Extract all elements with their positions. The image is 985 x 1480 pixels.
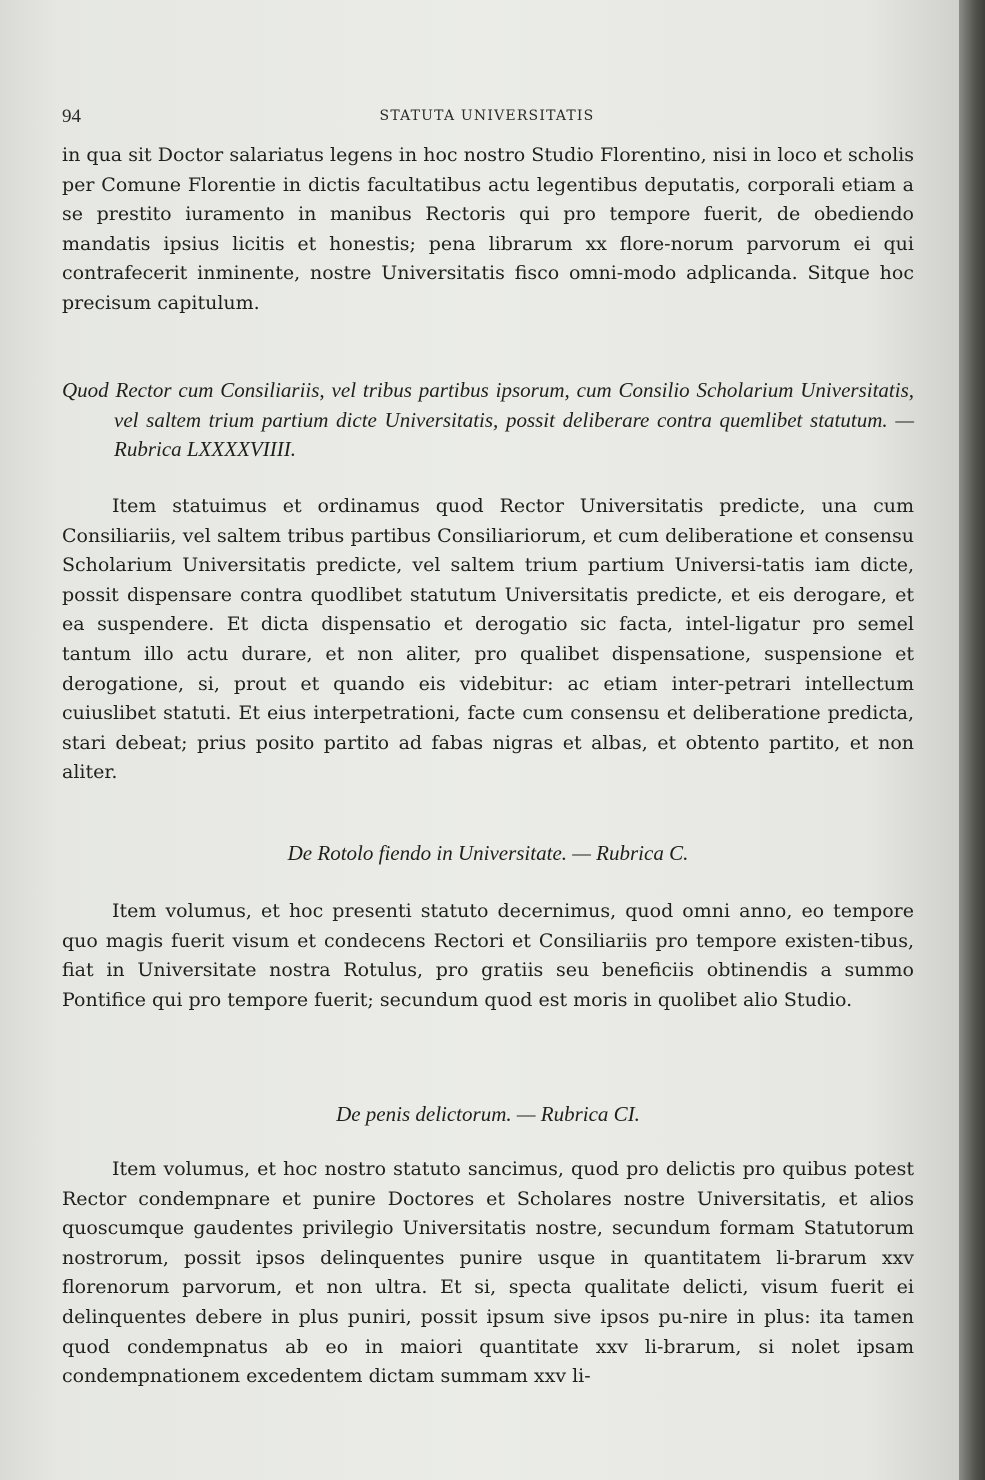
continuation-text: in qua sit Doctor salariatus legens in hoc nostro Studio Florentino, nisi in loco et scholis per Comune Florentie in dictis facultatibus actu legentibus deputatis, corporali etiam a se prestito iuramento in manibus Rectoris qui pro tempore fuerit, de obediendo mandatis ipsius licitis et honestis; pena librarum xx flore-norum parvorum ei qui contrafecerit inminente, nostre Universitatis fisco omni-modo adplicanda. Sitque hoc precisum capitulum. [62, 144, 914, 314]
rubric-89-body [62, 492, 914, 788]
page-header [62, 106, 912, 132]
rubric-101-title: De penis delictorum. — Rubrica CI. [336, 1102, 640, 1126]
rubric-101-body [62, 1155, 914, 1392]
page-number: 94 [62, 106, 81, 127]
paragraph-continuation [62, 141, 914, 319]
rubric-89-title: Quod Rector cum Consiliariis, vel tribus partibus ipsorum, cum Consilio Scholarium Universitatis, vel saltem trium partium dicte Universitatis, possit deliberare contra quemlibet statutum. — Rubrica LXXXXVIIII. [62, 378, 914, 462]
rubric-100-body [62, 897, 914, 1015]
rubric-101-text: Item volumus, et hoc nostro statuto sancimus, quod pro delictis pro quibus potest Rector condempnare et punire Doctores et Scholares nostre Universitatis, et alios quoscumque gaudentes privilegio Universitatis nostre, secundum formam Statutorum nostrorum, possit ipsos delinquentes punire usque in quantitatem li-brarum xxv florenorum parvorum, et non ultra. Et si, specta qualitate delicti, visum fuerit ei delinquentes debere in plus puniri, possit ipsum sive ipsos pu-nire in plus: ita tamen quod condempnatus ab eo in maiori quantitate xxv li-brarum, si nolet ipsam condempnationem excedentem dictam summam xxv li- [62, 1158, 914, 1388]
rubric-89-text: Item statuimus et ordinamus quod Rector Universitatis predicte, una cum Consiliariis, vel saltem tribus partibus Consiliariorum, et cum deliberatione et consensu Scholarium Universitatis predicte, vel saltem trium partium Universi-tatis iam dicte, possit dispensare contra quodlibet statutum Universitatis predicte, et eis derogare, et ea suspendere. Et dicta dispensatio et derogatio sic facta, intel-ligatur pro semel tantum illo actu durare, et non aliter, pro qualibet dispensatione, suspensione et derogatione, si, prout et quando eis videbitur: ac etiam inter-petrari intellectum cuiuslibet statuti. Et eius interpetrationi, facte cum consensu et deliberatione predicta, stari debeat; prius posito partito ad fabas nigras et albas, et obtento partito, et non aliter. [62, 495, 914, 784]
rubric-100-text: Item volumus, et hoc presenti statuto decernimus, quod omni anno, eo tempore quo magis fuerit visum et condecens Rectori et Consiliariis pro tempore existen-tibus, fiat in Universitate nostra Rotulus, pro gratiis seu beneficiis obtinendis a summo Pontifice qui pro tempore fuerit; secundum quod est moris in quolibet alio Studio. [62, 900, 914, 1011]
rubric-100-title: De Rotolo fiendo in Universitate. — Rubrica C. [287, 841, 689, 865]
running-head: STATUTA UNIVERSITATIS [379, 108, 595, 124]
book-spine-shadow [959, 0, 985, 1480]
